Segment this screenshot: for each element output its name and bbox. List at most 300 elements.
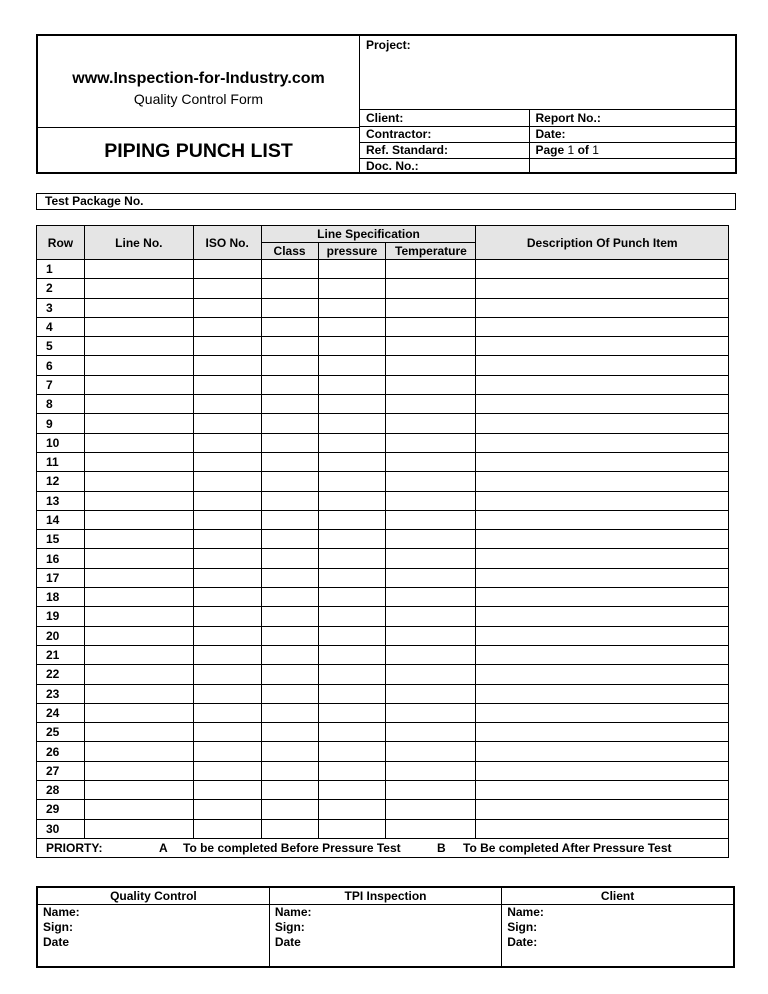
- line-no-cell[interactable]: [84, 414, 193, 433]
- col-header-class: Class: [261, 243, 318, 260]
- table-row: [37, 279, 729, 298]
- page-field: [529, 142, 737, 158]
- temperature-cell[interactable]: [386, 510, 476, 529]
- line-no-cell[interactable]: [84, 819, 193, 838]
- line-no-cell[interactable]: [84, 742, 193, 761]
- class-cell[interactable]: [261, 761, 318, 780]
- row-number: 4: [37, 317, 85, 336]
- pressure-cell[interactable]: [318, 607, 386, 626]
- temperature-cell[interactable]: [386, 491, 476, 510]
- row-number: 1: [37, 260, 85, 279]
- temperature-cell[interactable]: [386, 703, 476, 722]
- row-number: 19: [37, 607, 85, 626]
- description-cell[interactable]: [476, 375, 729, 394]
- row-number: 11: [37, 452, 85, 471]
- class-cell[interactable]: [261, 645, 318, 664]
- signoff-title-qc: Quality Control: [37, 887, 269, 904]
- class-cell[interactable]: [261, 491, 318, 510]
- pressure-cell[interactable]: [318, 317, 386, 336]
- table-row: [37, 356, 729, 375]
- iso-no-cell[interactable]: [193, 568, 261, 587]
- class-cell[interactable]: [261, 298, 318, 317]
- description-cell[interactable]: [476, 472, 729, 491]
- class-cell[interactable]: [261, 588, 318, 607]
- table-row: [37, 452, 729, 471]
- pressure-cell[interactable]: [318, 781, 386, 800]
- company-block: [38, 36, 359, 127]
- signoff-tpi: [269, 904, 501, 967]
- report-no-field: [529, 110, 737, 126]
- priority-label: PRIORTY:: [46, 840, 103, 855]
- line-no-cell[interactable]: [84, 298, 193, 317]
- row-number: 2: [37, 279, 85, 298]
- table-row: [37, 530, 729, 549]
- pressure-cell[interactable]: [318, 819, 386, 838]
- description-cell[interactable]: [476, 510, 729, 529]
- col-header-line-spec: Line Specification: [261, 226, 476, 243]
- class-cell[interactable]: [261, 819, 318, 838]
- iso-no-cell[interactable]: [193, 298, 261, 317]
- pressure-cell[interactable]: [318, 298, 386, 317]
- signoff-client: [502, 904, 734, 967]
- pressure-cell[interactable]: [318, 260, 386, 279]
- row-number: 14: [37, 510, 85, 529]
- table-row: [37, 781, 729, 800]
- temperature-cell[interactable]: [386, 433, 476, 452]
- iso-no-cell[interactable]: [193, 684, 261, 703]
- pressure-cell[interactable]: [318, 684, 386, 703]
- iso-no-cell[interactable]: [193, 510, 261, 529]
- col-header-description: Description Of Punch Item: [476, 226, 729, 260]
- pressure-cell[interactable]: [318, 549, 386, 568]
- description-cell[interactable]: [476, 356, 729, 375]
- description-cell[interactable]: [476, 761, 729, 780]
- description-cell[interactable]: [476, 819, 729, 838]
- pressure-cell[interactable]: [318, 626, 386, 645]
- iso-no-cell[interactable]: [193, 337, 261, 356]
- signoff-sign-label: Sign:: [507, 919, 538, 934]
- table-row: [37, 703, 729, 722]
- pressure-cell[interactable]: [318, 375, 386, 394]
- temperature-cell[interactable]: [386, 761, 476, 780]
- class-cell[interactable]: [261, 433, 318, 452]
- table-row: [37, 317, 729, 336]
- description-cell[interactable]: [476, 414, 729, 433]
- class-cell[interactable]: [261, 472, 318, 491]
- signoff-title-tpi: TPI Inspection: [269, 887, 501, 904]
- priority-b-code: B: [437, 840, 446, 855]
- class-cell[interactable]: [261, 684, 318, 703]
- iso-no-cell[interactable]: [193, 742, 261, 761]
- table-row: [37, 588, 729, 607]
- iso-no-cell[interactable]: [193, 665, 261, 684]
- line-no-cell[interactable]: [84, 645, 193, 664]
- class-cell[interactable]: [261, 452, 318, 471]
- line-no-cell[interactable]: [84, 337, 193, 356]
- row-number: 9: [37, 414, 85, 433]
- pressure-cell[interactable]: [318, 530, 386, 549]
- project-field: [360, 36, 737, 110]
- row-number: 17: [37, 568, 85, 587]
- line-no-cell[interactable]: [84, 665, 193, 684]
- temperature-cell[interactable]: [386, 395, 476, 414]
- class-cell[interactable]: [261, 337, 318, 356]
- signoff-name-label: Name:: [43, 904, 80, 919]
- iso-no-cell[interactable]: [193, 491, 261, 510]
- table-row: [37, 491, 729, 510]
- row-number: 30: [37, 819, 85, 838]
- title-block: [38, 127, 359, 174]
- form-header: [36, 34, 737, 174]
- doc-no-field: [360, 158, 529, 174]
- row-number: 6: [37, 356, 85, 375]
- line-no-cell[interactable]: [84, 433, 193, 452]
- line-no-cell[interactable]: [84, 375, 193, 394]
- signoff-name-label: Name:: [507, 904, 544, 919]
- date-label: Date:: [535, 127, 566, 141]
- temperature-cell[interactable]: [386, 530, 476, 549]
- line-no-cell[interactable]: [84, 703, 193, 722]
- page-current: 1: [567, 143, 575, 157]
- signoff-name-label: Name:: [274, 904, 312, 919]
- iso-no-cell[interactable]: [193, 279, 261, 298]
- class-cell[interactable]: [261, 260, 318, 279]
- contractor-label: Contractor:: [366, 127, 432, 141]
- pressure-cell[interactable]: [318, 742, 386, 761]
- class-cell[interactable]: [261, 279, 318, 298]
- class-cell[interactable]: [261, 510, 318, 529]
- class-cell[interactable]: [261, 665, 318, 684]
- row-number: 12: [37, 472, 85, 491]
- temperature-cell[interactable]: [386, 742, 476, 761]
- line-no-cell[interactable]: [84, 549, 193, 568]
- description-cell[interactable]: [476, 800, 729, 819]
- pressure-cell[interactable]: [318, 800, 386, 819]
- page-label: Page: [535, 143, 565, 157]
- signoff-sign-label: Sign:: [43, 919, 73, 934]
- iso-no-cell[interactable]: [193, 472, 261, 491]
- class-cell[interactable]: [261, 607, 318, 626]
- iso-no-cell[interactable]: [193, 645, 261, 664]
- doc-no-label: Doc. No.:: [366, 159, 419, 174]
- pressure-cell[interactable]: [318, 414, 386, 433]
- class-cell[interactable]: [261, 414, 318, 433]
- line-no-cell[interactable]: [84, 781, 193, 800]
- ref-standard-label: Ref. Standard:: [366, 143, 449, 157]
- pressure-cell[interactable]: [318, 356, 386, 375]
- iso-no-cell[interactable]: [193, 530, 261, 549]
- description-cell[interactable]: [476, 452, 729, 471]
- line-no-cell[interactable]: [84, 568, 193, 587]
- iso-no-cell[interactable]: [193, 607, 261, 626]
- class-cell[interactable]: [261, 375, 318, 394]
- row-number: 22: [37, 665, 85, 684]
- temperature-cell[interactable]: [386, 588, 476, 607]
- col-header-line-no: Line No.: [84, 226, 193, 260]
- line-no-cell[interactable]: [84, 761, 193, 780]
- iso-no-cell[interactable]: [193, 317, 261, 336]
- row-number: 16: [37, 549, 85, 568]
- temperature-cell[interactable]: [386, 298, 476, 317]
- signoff-date-label: Date: [43, 934, 70, 949]
- punch-table-body: [37, 260, 729, 839]
- iso-no-cell[interactable]: [193, 703, 261, 722]
- empty-field: [529, 158, 737, 174]
- class-cell[interactable]: [261, 723, 318, 742]
- description-cell[interactable]: [476, 260, 729, 279]
- temperature-cell[interactable]: [386, 317, 476, 336]
- iso-no-cell[interactable]: [193, 375, 261, 394]
- temperature-cell[interactable]: [386, 819, 476, 838]
- client-label: Client:: [366, 110, 404, 125]
- class-cell[interactable]: [261, 356, 318, 375]
- pressure-cell[interactable]: [318, 452, 386, 471]
- row-number: 25: [37, 723, 85, 742]
- description-cell[interactable]: [476, 568, 729, 587]
- col-header-iso-no: ISO No.: [193, 226, 261, 260]
- description-cell[interactable]: [476, 626, 729, 645]
- description-cell[interactable]: [476, 684, 729, 703]
- test-package-label: Test Package No.: [45, 194, 144, 208]
- description-cell[interactable]: [476, 781, 729, 800]
- row-number: 24: [37, 703, 85, 722]
- row-number: 18: [37, 588, 85, 607]
- table-row: [37, 472, 729, 491]
- table-row: [37, 568, 729, 587]
- temperature-cell[interactable]: [386, 607, 476, 626]
- ref-standard-field: [360, 142, 529, 158]
- temperature-cell[interactable]: [386, 356, 476, 375]
- class-cell[interactable]: [261, 742, 318, 761]
- table-row: [37, 607, 729, 626]
- iso-no-cell[interactable]: [193, 433, 261, 452]
- line-no-cell[interactable]: [84, 279, 193, 298]
- temperature-cell[interactable]: [386, 279, 476, 298]
- temperature-cell[interactable]: [386, 260, 476, 279]
- pressure-cell[interactable]: [318, 510, 386, 529]
- site-url: www.Inspection-for-Industry.com: [72, 70, 325, 87]
- description-cell[interactable]: [476, 549, 729, 568]
- iso-no-cell[interactable]: [193, 549, 261, 568]
- iso-no-cell[interactable]: [193, 356, 261, 375]
- signoff-date-label: Date:: [507, 934, 538, 949]
- temperature-cell[interactable]: [386, 568, 476, 587]
- row-number: 3: [37, 298, 85, 317]
- table-row: [37, 260, 729, 279]
- description-cell[interactable]: [476, 395, 729, 414]
- table-row: [37, 337, 729, 356]
- temperature-cell[interactable]: [386, 723, 476, 742]
- line-no-cell[interactable]: [84, 588, 193, 607]
- description-cell[interactable]: [476, 530, 729, 549]
- meta-table: [360, 110, 737, 174]
- page-of: of: [577, 143, 589, 157]
- pressure-cell[interactable]: [318, 279, 386, 298]
- project-label: Project:: [366, 38, 411, 52]
- description-cell[interactable]: [476, 645, 729, 664]
- line-no-cell[interactable]: [84, 800, 193, 819]
- pressure-cell[interactable]: [318, 761, 386, 780]
- description-cell[interactable]: [476, 298, 729, 317]
- line-no-cell[interactable]: [84, 317, 193, 336]
- row-number: 10: [37, 433, 85, 452]
- iso-no-cell[interactable]: [193, 761, 261, 780]
- table-row: [37, 645, 729, 664]
- table-row: [37, 414, 729, 433]
- table-row: [37, 510, 729, 529]
- row-number: 5: [37, 337, 85, 356]
- temperature-cell[interactable]: [386, 472, 476, 491]
- class-cell[interactable]: [261, 781, 318, 800]
- row-number: 26: [37, 742, 85, 761]
- punch-table: [36, 225, 729, 858]
- row-number: 21: [37, 645, 85, 664]
- line-no-cell[interactable]: [84, 607, 193, 626]
- description-cell[interactable]: [476, 279, 729, 298]
- class-cell[interactable]: [261, 800, 318, 819]
- description-cell[interactable]: [476, 433, 729, 452]
- contractor-field: [360, 126, 529, 142]
- iso-no-cell[interactable]: [193, 800, 261, 819]
- description-cell[interactable]: [476, 742, 729, 761]
- table-row: [37, 684, 729, 703]
- line-no-cell[interactable]: [84, 723, 193, 742]
- line-no-cell[interactable]: [84, 260, 193, 279]
- iso-no-cell[interactable]: [193, 260, 261, 279]
- iso-no-cell[interactable]: [193, 626, 261, 645]
- iso-no-cell[interactable]: [193, 588, 261, 607]
- iso-no-cell[interactable]: [193, 781, 261, 800]
- col-header-row: Row: [37, 226, 85, 260]
- line-no-cell[interactable]: [84, 452, 193, 471]
- priority-row: [37, 838, 729, 857]
- pressure-cell[interactable]: [318, 645, 386, 664]
- iso-no-cell[interactable]: [193, 819, 261, 838]
- pressure-cell[interactable]: [318, 433, 386, 452]
- table-row: [37, 800, 729, 819]
- table-row: [37, 298, 729, 317]
- table-row: [37, 626, 729, 645]
- pressure-cell[interactable]: [318, 337, 386, 356]
- line-no-cell[interactable]: [84, 626, 193, 645]
- iso-no-cell[interactable]: [193, 452, 261, 471]
- temperature-cell[interactable]: [386, 549, 476, 568]
- class-cell[interactable]: [261, 703, 318, 722]
- temperature-cell[interactable]: [386, 337, 476, 356]
- temperature-cell[interactable]: [386, 452, 476, 471]
- signoff-qc: [37, 904, 269, 967]
- line-no-cell[interactable]: [84, 356, 193, 375]
- temperature-cell[interactable]: [386, 684, 476, 703]
- table-row: [37, 665, 729, 684]
- row-number: 28: [37, 781, 85, 800]
- iso-no-cell[interactable]: [193, 723, 261, 742]
- line-no-cell[interactable]: [84, 684, 193, 703]
- table-row: [37, 742, 729, 761]
- line-no-cell[interactable]: [84, 530, 193, 549]
- description-cell[interactable]: [476, 723, 729, 742]
- form-type: Quality Control Form: [133, 91, 264, 107]
- line-no-cell[interactable]: [84, 472, 193, 491]
- description-cell[interactable]: [476, 588, 729, 607]
- priority-b-text: To Be completed After Pressure Test: [463, 840, 672, 855]
- description-cell[interactable]: [476, 665, 729, 684]
- description-cell[interactable]: [476, 337, 729, 356]
- class-cell[interactable]: [261, 626, 318, 645]
- description-cell[interactable]: [476, 491, 729, 510]
- pressure-cell[interactable]: [318, 568, 386, 587]
- form-title: PIPING PUNCH LIST: [104, 139, 293, 162]
- row-number: 20: [37, 626, 85, 645]
- row-number: 13: [37, 491, 85, 510]
- pressure-cell[interactable]: [318, 665, 386, 684]
- client-field: [360, 110, 529, 126]
- row-number: 27: [37, 761, 85, 780]
- signoff-title-client: Client: [502, 887, 734, 904]
- class-cell[interactable]: [261, 549, 318, 568]
- table-row: [37, 819, 729, 838]
- temperature-cell[interactable]: [386, 375, 476, 394]
- table-row: [37, 723, 729, 742]
- table-row: [37, 375, 729, 394]
- temperature-cell[interactable]: [386, 414, 476, 433]
- date-field: [529, 126, 737, 142]
- signoff-table: [36, 886, 735, 968]
- class-cell[interactable]: [261, 530, 318, 549]
- report-no-label: Report No.:: [535, 110, 601, 125]
- signoff-sign-label: Sign:: [274, 919, 305, 934]
- priority-a-text: To be completed Before Pressure Test: [183, 840, 401, 855]
- iso-no-cell[interactable]: [193, 395, 261, 414]
- signoff-date-label: Date: [274, 934, 301, 949]
- temperature-cell[interactable]: [386, 800, 476, 819]
- table-row: [37, 549, 729, 568]
- line-no-cell[interactable]: [84, 510, 193, 529]
- iso-no-cell[interactable]: [193, 414, 261, 433]
- pressure-cell[interactable]: [318, 703, 386, 722]
- class-cell[interactable]: [261, 317, 318, 336]
- temperature-cell[interactable]: [386, 645, 476, 664]
- pressure-cell[interactable]: [318, 395, 386, 414]
- pressure-cell[interactable]: [318, 723, 386, 742]
- row-number: 23: [37, 684, 85, 703]
- pressure-cell[interactable]: [318, 588, 386, 607]
- row-number: 8: [37, 395, 85, 414]
- test-package-field: [36, 193, 736, 210]
- temperature-cell[interactable]: [386, 665, 476, 684]
- table-row: [37, 761, 729, 780]
- description-cell[interactable]: [476, 607, 729, 626]
- description-cell[interactable]: [476, 317, 729, 336]
- row-number: 29: [37, 800, 85, 819]
- line-no-cell[interactable]: [84, 395, 193, 414]
- class-cell[interactable]: [261, 395, 318, 414]
- table-row: [37, 433, 729, 452]
- row-number: 15: [37, 530, 85, 549]
- header-fields: [359, 36, 737, 174]
- temperature-cell[interactable]: [386, 626, 476, 645]
- priority-a-code: A: [159, 840, 168, 855]
- col-header-pressure: pressure: [318, 243, 386, 260]
- line-no-cell[interactable]: [84, 491, 193, 510]
- row-number: 7: [37, 375, 85, 394]
- class-cell[interactable]: [261, 568, 318, 587]
- pressure-cell[interactable]: [318, 491, 386, 510]
- col-header-temperature: Temperature: [386, 243, 476, 260]
- temperature-cell[interactable]: [386, 781, 476, 800]
- description-cell[interactable]: [476, 703, 729, 722]
- pressure-cell[interactable]: [318, 472, 386, 491]
